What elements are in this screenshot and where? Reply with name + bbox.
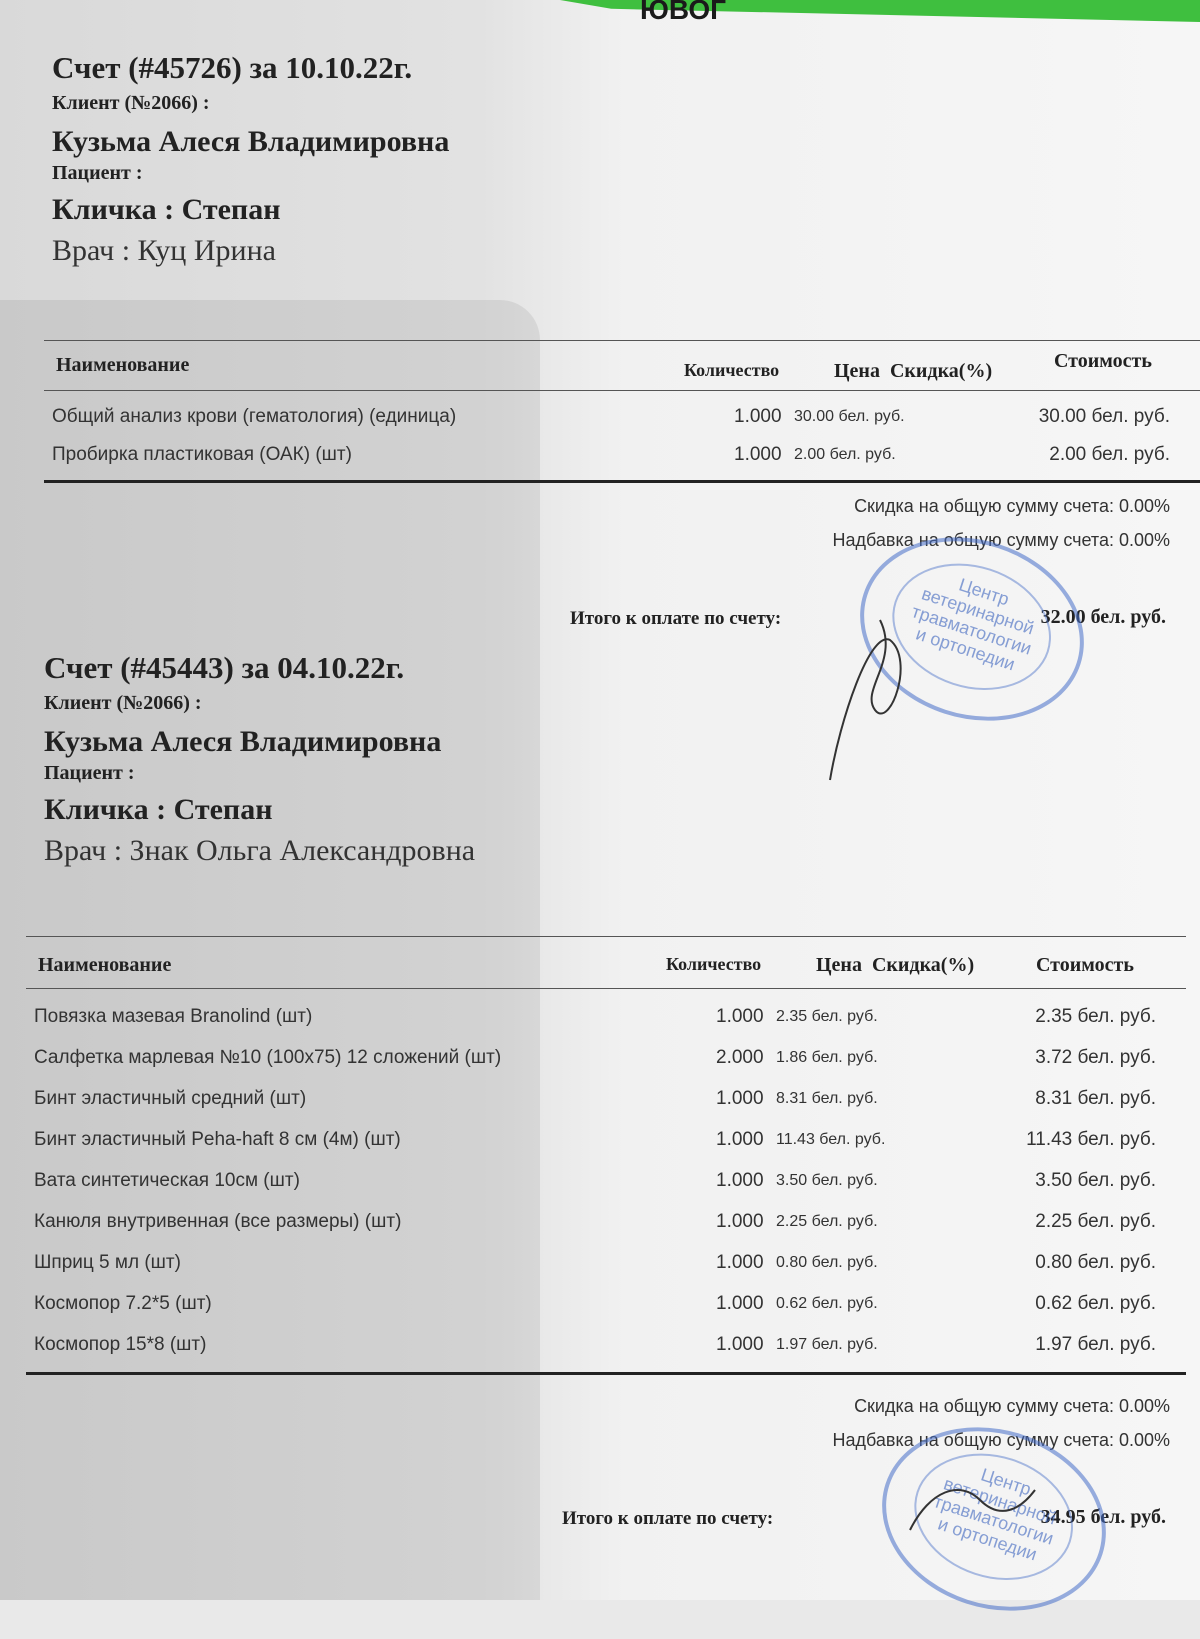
col-header-cost: Стоимость	[1054, 350, 1152, 372]
item-name: Общий анализ крови (гематология) (единица)	[52, 406, 457, 427]
item-name: Космопор 7.2*5 (шт)	[34, 1293, 212, 1314]
col-header-price: Цена Скидка(%)	[834, 360, 993, 382]
col-header-price: Цена Скидка(%)	[816, 954, 975, 976]
table-row	[26, 1293, 1186, 1331]
item-qty: 1.000	[734, 406, 782, 427]
item-cost: 0.80 бел. руб.	[1035, 1252, 1156, 1273]
item-name: Вата синтетическая 10см (шт)	[34, 1170, 300, 1191]
invoice-title: Счет (#45443) за 04.10.22г.	[44, 650, 405, 685]
invoice-title: Счет (#45726) за 10.10.22г.	[52, 50, 413, 85]
client-name: Кузьма Алеся Владимировна	[52, 125, 450, 158]
table-row	[26, 1170, 1186, 1208]
item-price: 1.86 бел. руб.	[776, 1049, 878, 1066]
item-name: Бинт эластичный Peha-haft 8 см (4м) (шт)	[34, 1129, 401, 1150]
table-row	[26, 1088, 1186, 1126]
patient-nickname: Кличка : Степан	[44, 793, 273, 826]
client-label: Клиент (№2066) :	[44, 692, 202, 714]
table-row	[26, 1252, 1186, 1290]
discount-total: Скидка на общую сумму счета: 0.00%	[854, 1396, 1170, 1416]
patient-nickname: Кличка : Степан	[52, 193, 281, 226]
item-price: 3.50 бел. руб.	[776, 1172, 878, 1189]
clinic-stamp: Центр ветеринарной травматологии и ортопедии	[836, 509, 1108, 749]
col-header-qty: Количество	[666, 954, 762, 974]
table-bottom-rule	[44, 480, 1200, 483]
item-cost: 2.00 бел. руб.	[1049, 444, 1170, 465]
doctor-name: Врач : Куц Ирина	[52, 234, 276, 267]
client-label: Клиент (№2066) :	[52, 92, 210, 114]
signature-mark	[900, 1470, 1040, 1550]
signature-mark	[820, 600, 940, 800]
item-price: 8.31 бел. руб.	[776, 1090, 878, 1107]
total-value: 34.95 бел. руб.	[1040, 1506, 1166, 1528]
item-qty: 1.000	[716, 1334, 764, 1355]
total-label: Итого к оплате по счету:	[562, 1508, 774, 1529]
item-cost: 0.62 бел. руб.	[1035, 1293, 1156, 1314]
item-qty: 1.000	[716, 1293, 764, 1314]
green-folder-text: ЮВОГ	[640, 0, 727, 25]
table-top-rule	[26, 936, 1186, 937]
item-price: 2.25 бел. руб.	[776, 1213, 878, 1230]
col-header-name: Наименование	[38, 954, 172, 976]
table-row	[44, 444, 1200, 482]
item-name: Салфетка марлевая №10 (100х75) 12 сложений (шт)	[34, 1047, 502, 1068]
total-label: Итого к оплате по счету:	[570, 608, 782, 629]
table-row	[44, 406, 1200, 444]
header-rule	[26, 988, 1186, 989]
item-price: 1.97 бел. руб.	[776, 1336, 878, 1353]
table-row	[26, 1047, 1186, 1085]
table-row	[26, 1129, 1186, 1167]
patient-label: Пациент :	[52, 162, 143, 184]
table-bottom-rule	[26, 1372, 1186, 1375]
col-header-qty: Количество	[684, 360, 780, 380]
table-row	[26, 1006, 1186, 1044]
item-price: 30.00 бел. руб.	[794, 408, 905, 425]
col-header-name: Наименование	[56, 354, 190, 376]
item-cost: 3.72 бел. руб.	[1035, 1047, 1156, 1068]
item-name: Пробирка пластиковая (ОАК) (шт)	[52, 444, 352, 465]
item-cost: 2.35 бел. руб.	[1035, 1006, 1156, 1027]
patient-label: Пациент :	[44, 762, 135, 784]
item-price: 2.00 бел. руб.	[794, 446, 896, 463]
item-price: 11.43 бел. руб.	[776, 1131, 886, 1148]
item-name: Повязка мазевая Branolind (шт)	[34, 1006, 313, 1027]
item-price: 0.62 бел. руб.	[776, 1295, 878, 1312]
item-cost: 11.43 бел. руб.	[1026, 1129, 1156, 1150]
hand-shadow	[0, 300, 540, 1600]
item-name: Космопор 15*8 (шт)	[34, 1334, 207, 1355]
item-cost: 30.00 бел. руб.	[1038, 406, 1170, 427]
client-name: Кузьма Алеся Владимировна	[44, 725, 442, 758]
clinic-stamp: Центр ветеринарной травматологии и ортопедии	[858, 1399, 1130, 1639]
table-row	[26, 1334, 1186, 1372]
item-qty: 1.000	[716, 1088, 764, 1109]
item-name: Канюля внутривенная (все размеры) (шт)	[34, 1211, 402, 1232]
item-cost: 1.97 бел. руб.	[1035, 1334, 1156, 1355]
item-qty: 1.000	[716, 1170, 764, 1191]
item-cost: 3.50 бел. руб.	[1035, 1170, 1156, 1191]
item-qty: 1.000	[716, 1252, 764, 1273]
markup-total: Надбавка на общую сумму счета: 0.00%	[832, 1430, 1170, 1450]
item-price: 2.35 бел. руб.	[776, 1008, 878, 1025]
item-qty: 1.000	[716, 1006, 764, 1027]
item-qty: 2.000	[716, 1047, 764, 1068]
item-qty: 1.000	[716, 1211, 764, 1232]
item-price: 0.80 бел. руб.	[776, 1254, 878, 1271]
markup-total: Надбавка на общую сумму счета: 0.00%	[832, 530, 1170, 550]
header-rule	[44, 390, 1200, 391]
item-cost: 8.31 бел. руб.	[1035, 1088, 1156, 1109]
doctor-name: Врач : Знак Ольга Александровна	[44, 834, 476, 867]
item-name: Бинт эластичный средний (шт)	[34, 1088, 307, 1109]
total-value: 32.00 бел. руб.	[1040, 606, 1166, 628]
col-header-cost: Стоимость	[1036, 954, 1134, 976]
discount-total: Скидка на общую сумму счета: 0.00%	[854, 496, 1170, 516]
item-name: Шприц 5 мл (шт)	[34, 1252, 181, 1273]
item-qty: 1.000	[734, 444, 782, 465]
table-row	[26, 1211, 1186, 1249]
table-top-rule	[44, 340, 1200, 341]
item-qty: 1.000	[716, 1129, 764, 1150]
item-cost: 2.25 бел. руб.	[1035, 1211, 1156, 1232]
